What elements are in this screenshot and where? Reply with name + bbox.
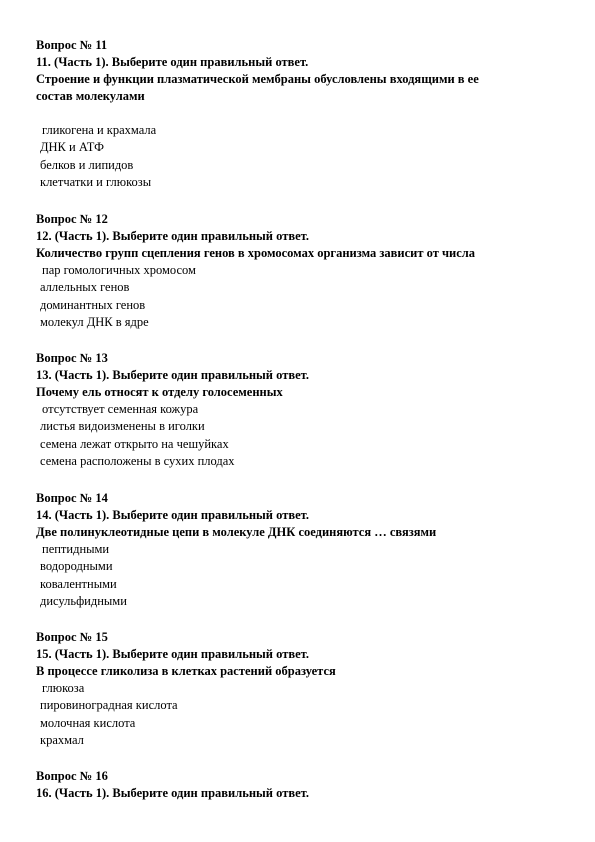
answer-option[interactable]: аллельных генов — [40, 280, 130, 295]
answer-option[interactable]: глюкоза — [42, 681, 85, 695]
question-16 — [36, 768, 556, 802]
question-header: Вопрос № 14 — [36, 491, 108, 505]
answer-option[interactable]: отсутствует семенная кожура — [42, 402, 199, 416]
question-instruction: 14. (Часть 1). Выберите один правильный ответ. — [36, 508, 309, 522]
answer-option[interactable]: семена расположены в сухих плодах — [40, 454, 235, 469]
question-header: Вопрос № 15 — [36, 630, 108, 644]
question-12 — [36, 211, 556, 332]
question-instruction: 11. (Часть 1). Выберите один правильный ответ. — [36, 55, 309, 69]
answer-option[interactable]: ковалентными — [40, 576, 117, 591]
question-13 — [36, 350, 556, 471]
question-instruction: 16. (Часть 1). Выберите один правильный ответ. — [36, 786, 309, 800]
answer-option[interactable]: ДНК и АТФ — [40, 140, 104, 155]
question-header: Вопрос № 12 — [36, 212, 108, 226]
answer-option[interactable]: пировиноградная кислота — [40, 698, 178, 713]
question-instruction: 15. (Часть 1). Выберите один правильный ответ. — [36, 647, 309, 661]
question-instruction: 13. (Часть 1). Выберите один правильный ответ. — [36, 368, 309, 382]
question-text: В процессе гликолиза в клетках растений образуется — [36, 664, 336, 678]
question-text: Количество групп сцепления генов в хромосомах организма зависит от числа — [36, 246, 476, 260]
answer-option[interactable]: пептидными — [42, 542, 110, 556]
answer-option[interactable]: гликогена и крахмала — [42, 123, 157, 137]
question-11 — [36, 37, 556, 192]
answer-option[interactable]: пар гомологичных хромосом — [42, 263, 196, 277]
question-instruction: 12. (Часть 1). Выберите один правильный ответ. — [36, 229, 309, 243]
question-14 — [36, 490, 556, 611]
question-text: состав молекулами — [36, 89, 145, 103]
answer-option[interactable]: семена лежат открыто на чешуйках — [40, 436, 229, 451]
answer-option[interactable]: белков и липидов — [40, 157, 134, 172]
answer-option[interactable]: водородными — [40, 559, 113, 574]
question-text: Почему ель относят к отделу голосеменных — [36, 385, 283, 399]
answer-option[interactable]: доминантных генов — [40, 297, 146, 312]
answer-option[interactable]: клетчатки и глюкозы — [40, 175, 152, 190]
question-text: Две полинуклеотидные цепи в молекуле ДНК соединяются … связями — [36, 525, 437, 539]
question-header: Вопрос № 16 — [36, 769, 108, 783]
question-15 — [36, 629, 556, 750]
answer-option[interactable]: листья видоизменены в иголки — [40, 419, 205, 434]
question-text: Строение и функции плазматической мембраны обусловлены входящими в ее — [36, 72, 479, 86]
answer-option[interactable]: молочная кислота — [40, 715, 136, 730]
question-header: Вопрос № 11 — [36, 38, 108, 52]
answer-option[interactable]: дисульфидными — [40, 594, 127, 609]
answer-option[interactable]: крахмал — [40, 733, 84, 748]
question-header: Вопрос № 13 — [36, 351, 108, 365]
answer-option[interactable]: молекул ДНК в ядре — [40, 315, 149, 330]
